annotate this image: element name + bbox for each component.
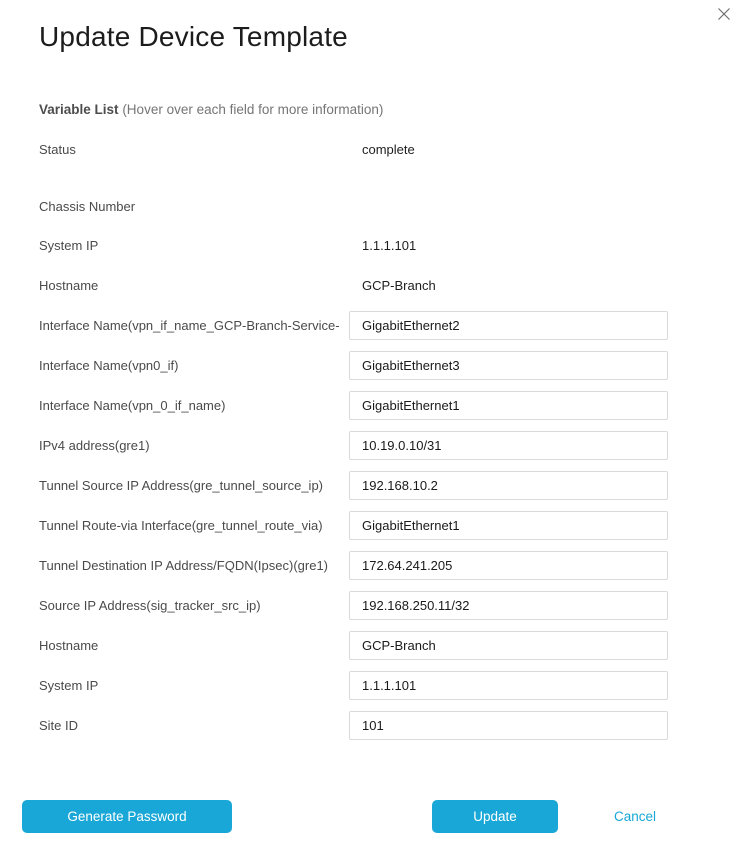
hostname-input-label: Hostname [39,638,99,653]
variable-list-header [39,102,752,117]
variable-list-hint: (Hover over each field for more information) [122,102,384,117]
source-ip-sig-tracker-label: Source IP Address(sig_tracker_src_ip) [39,598,261,613]
hostname-input[interactable] [349,631,668,660]
ipv4-address-gre1-label: IPv4 address(gre1) [39,438,150,453]
system-ip-label: System IP [39,237,99,253]
source-ip-sig-tracker-input[interactable] [349,591,668,620]
tunnel-destination-ip-input[interactable] [349,551,668,580]
row-system-ip-input [39,671,668,700]
ipv4-address-gre1-input[interactable] [349,431,668,460]
interface-name-service-vpn-input[interactable] [349,311,668,340]
interface-name-vpn-0-if-input[interactable] [349,391,668,420]
row-site-id [39,711,668,740]
row-source-ip-sig-tracker [39,591,668,620]
hostname-value: GCP-Branch [362,277,436,293]
row-hostname-input [39,631,668,660]
cancel-button[interactable]: Cancel [614,800,656,833]
close-icon[interactable] [716,6,732,22]
site-id-label: Site ID [39,718,79,733]
row-chassis-number [39,198,668,214]
row-status [39,141,668,157]
tunnel-source-ip-label: Tunnel Source IP Address(gre_tunnel_source_ip) [39,478,324,493]
row-interface-name-vpn-0-if [39,391,668,420]
row-tunnel-route-via [39,511,668,540]
interface-name-vpn-0-if-label: Interface Name(vpn_0_if_name) [39,398,226,413]
site-id-input[interactable] [349,711,668,740]
interface-name-service-vpn-label: Interface Name(vpn_if_name_GCP-Branch-Service- [39,318,340,333]
status-value: complete [362,141,415,157]
chassis-number-label: Chassis Number [39,198,136,214]
row-system-ip [39,237,668,253]
system-ip-input[interactable] [349,671,668,700]
tunnel-source-ip-input[interactable] [349,471,668,500]
row-ipv4-address-gre1 [39,431,668,460]
variable-list-title: Variable List [39,102,119,117]
tunnel-route-via-input[interactable] [349,511,668,540]
interface-name-vpn0-if-input[interactable] [349,351,668,380]
status-label: Status [39,141,76,157]
hostname-label: Hostname [39,277,99,293]
generate-password-button[interactable]: Generate Password [22,800,232,833]
tunnel-route-via-label: Tunnel Route-via Interface(gre_tunnel_route_via) [39,518,323,533]
dialog-footer [0,800,752,833]
tunnel-destination-ip-label: Tunnel Destination IP Address/FQDN(Ipsec)(gre1) [39,558,329,573]
variable-list [39,141,752,740]
row-tunnel-destination-ip [39,551,668,580]
interface-name-vpn0-if-label: Interface Name(vpn0_if) [39,358,179,373]
system-ip-value: 1.1.1.101 [362,237,417,253]
row-interface-name-vpn0-if [39,351,668,380]
update-button[interactable]: Update [432,800,558,833]
row-interface-name-service-vpn [39,311,668,340]
page-title: Update Device Template [39,21,348,52]
system-ip-input-label: System IP [39,678,99,693]
row-tunnel-source-ip [39,471,668,500]
row-hostname [39,277,668,293]
